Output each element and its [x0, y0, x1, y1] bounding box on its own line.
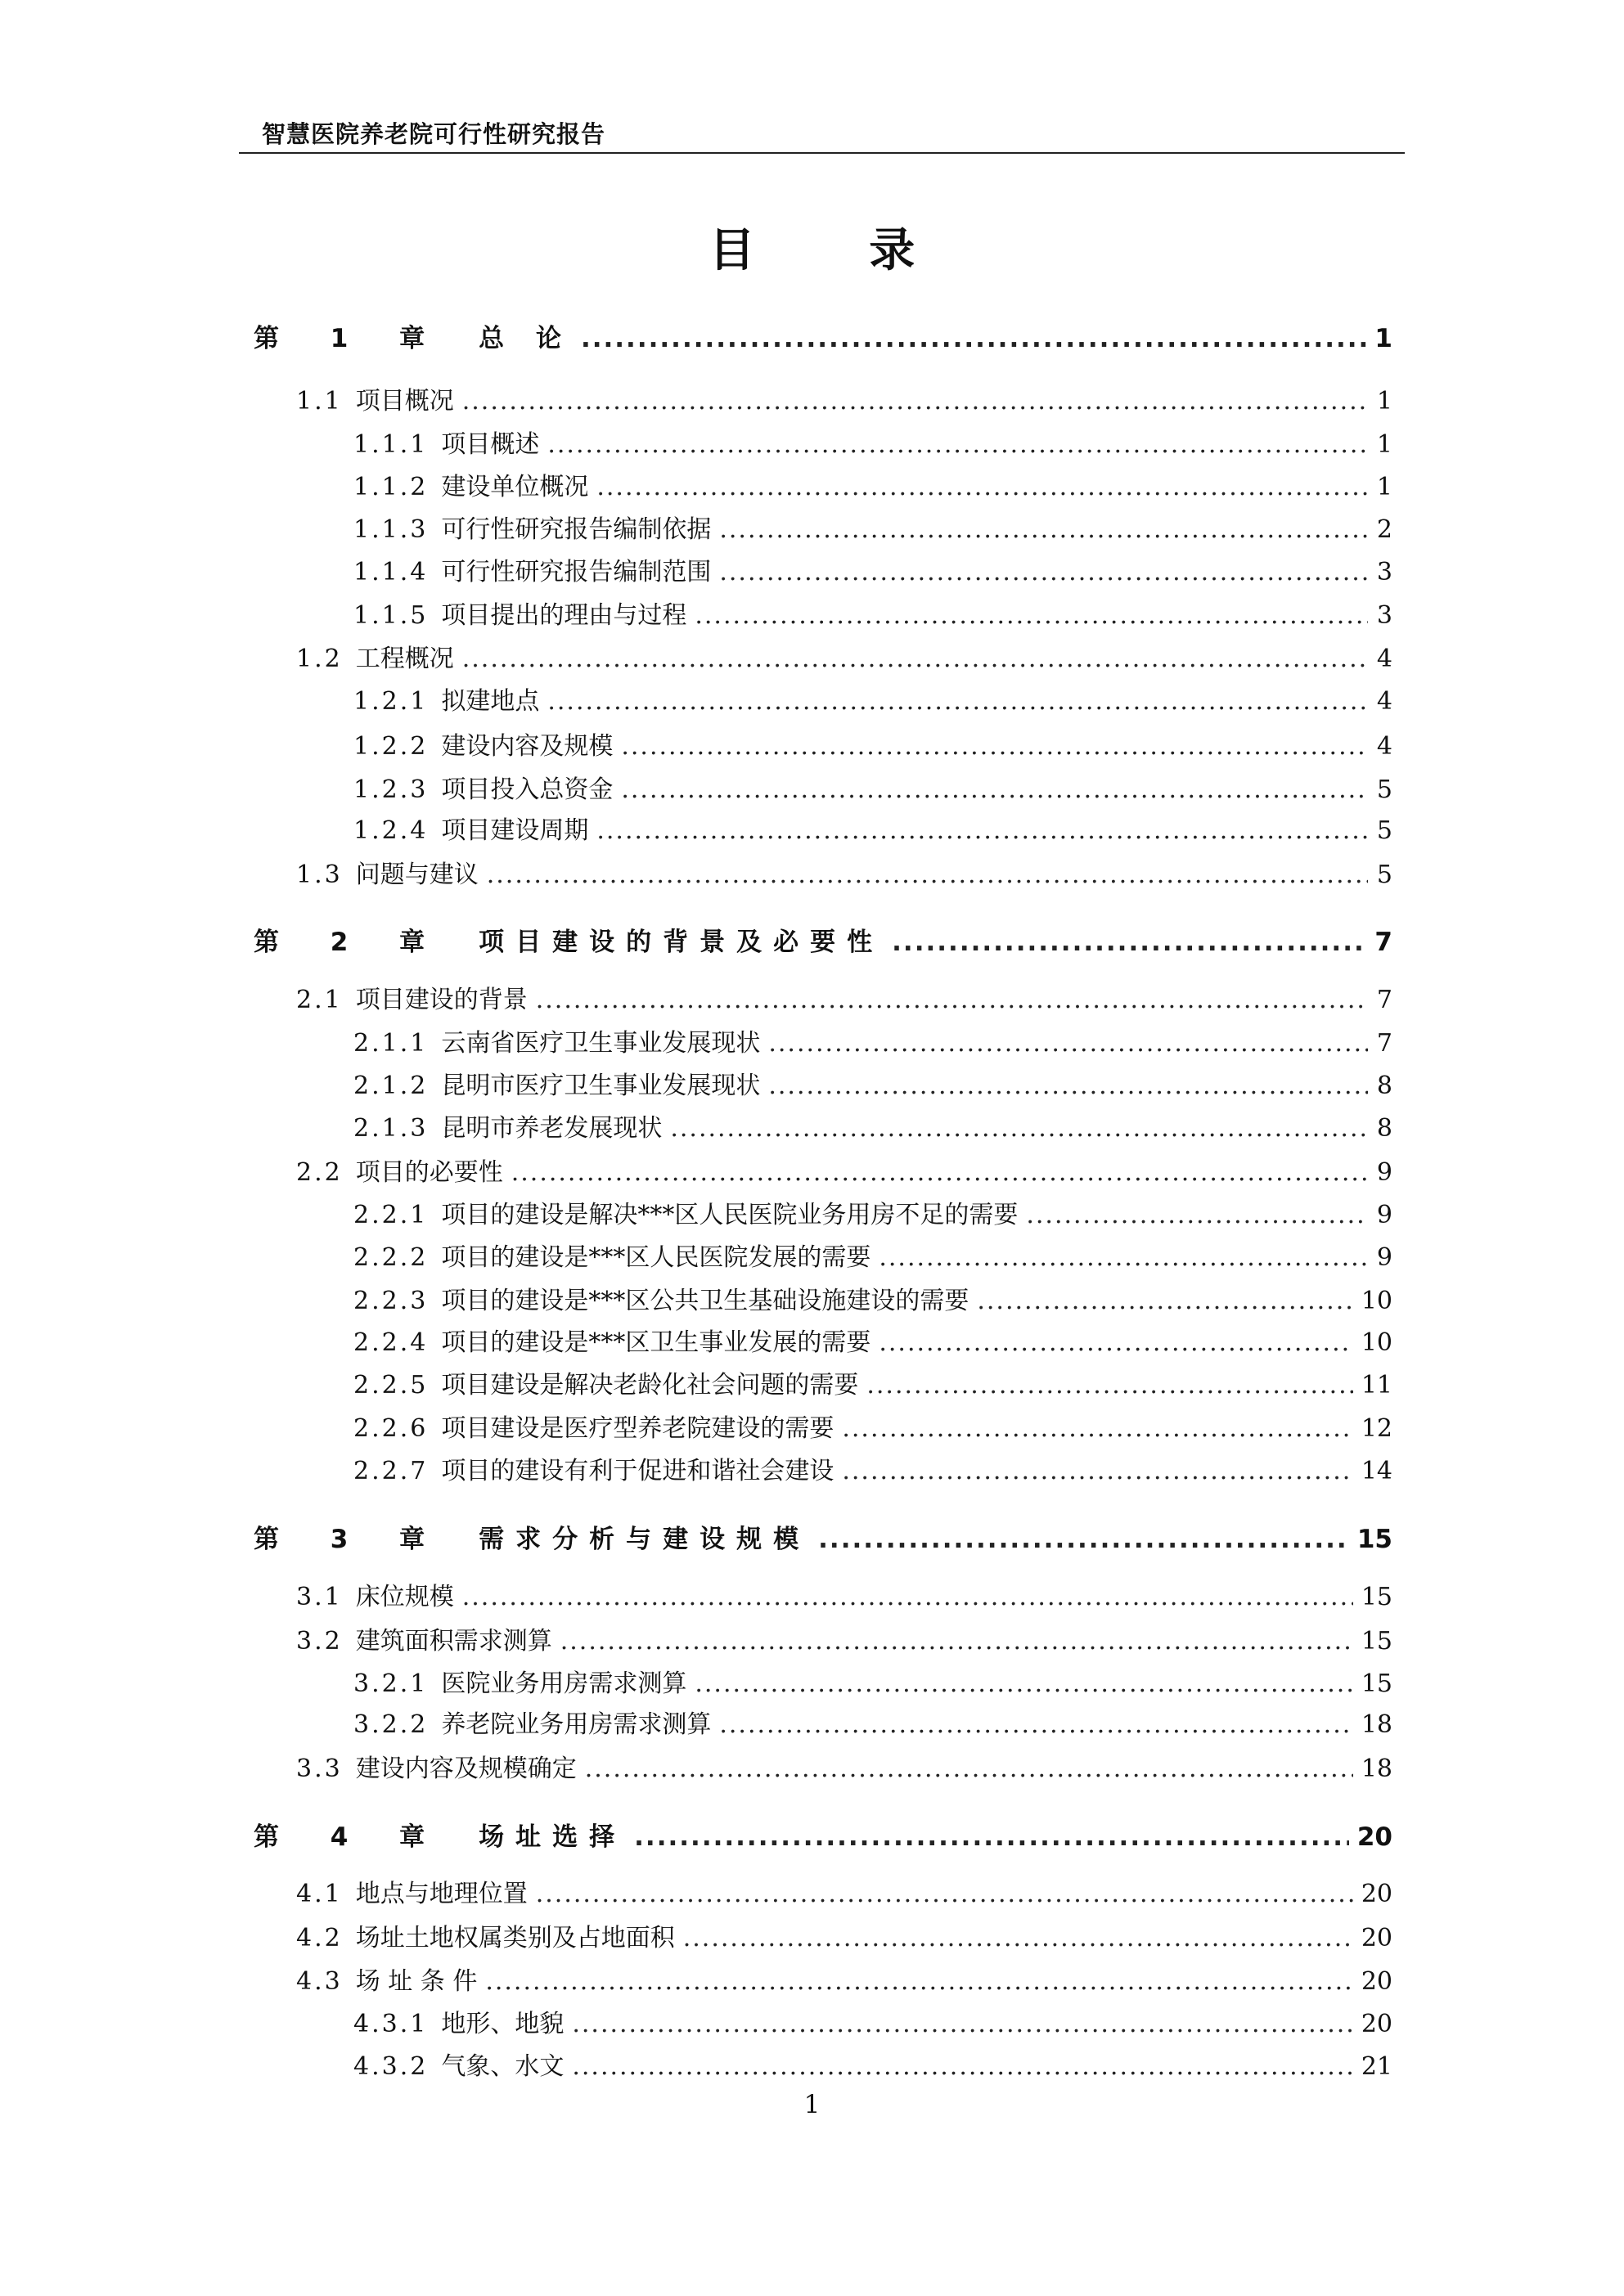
- toc-entry-label: [353, 466, 588, 502]
- toc-dot-leader: [842, 1457, 1352, 1485]
- toc-section-title: 床位规模: [355, 1583, 454, 1611]
- toc-entry-label: [353, 1194, 1018, 1230]
- toc-section-number: 2.2: [296, 1158, 343, 1187]
- toc-page-number: 11: [1361, 1371, 1392, 1400]
- toc-entry-label: [296, 1748, 577, 1784]
- toc-dot-leader: [462, 1583, 1353, 1611]
- toc-entry-label: [353, 1663, 686, 1699]
- page-number: 1: [803, 2090, 821, 2119]
- toc-section-entry[interactable]: [254, 551, 1392, 587]
- toc-section-title: 项目概况: [355, 387, 454, 416]
- toc-dot-leader: [768, 1072, 1368, 1100]
- toc-dot-leader: [719, 1710, 1352, 1739]
- toc-dot-leader: [842, 1414, 1352, 1443]
- toc-entry-label: [353, 1065, 760, 1101]
- toc-section-number: 1.1: [296, 387, 343, 416]
- toc-section-title: 昆明市医疗卫生事业发展现状: [441, 1072, 761, 1100]
- toc-section-entry[interactable]: [254, 1152, 1392, 1188]
- toc-section-entry[interactable]: [254, 1194, 1392, 1230]
- toc-section-number: 1.1.2: [353, 473, 429, 501]
- toc-section-entry[interactable]: [254, 769, 1392, 805]
- toc-dot-leader: [879, 1243, 1368, 1272]
- toc-entry-label: [296, 1576, 454, 1612]
- toc-dot-leader: [695, 1669, 1352, 1698]
- toc-entry-label: [353, 1704, 711, 1740]
- toc-dot-leader: [462, 645, 1368, 673]
- running-header-title: 智慧医院养老院可行性研究报告: [262, 120, 606, 148]
- toc-section-number: 4.3: [296, 1967, 343, 1996]
- toc-page-number: 10: [1361, 1328, 1392, 1357]
- toc-section-entry[interactable]: [254, 466, 1392, 502]
- toc-section-title: 医院业务用房需求测算: [441, 1669, 687, 1698]
- toc-section-entry[interactable]: [254, 979, 1392, 1015]
- toc-entry-label: [353, 1237, 870, 1273]
- toc-page-number: 15: [1361, 1627, 1392, 1656]
- toc-section-number: 3.2: [296, 1627, 343, 1656]
- toc-entry-label: [353, 551, 711, 587]
- toc-page-number: 15: [1361, 1583, 1392, 1611]
- toc-dot-leader: [547, 430, 1368, 459]
- toc-section-title: 项目建设是医疗型养老院建设的需要: [441, 1414, 834, 1443]
- toc-section-entry[interactable]: [254, 726, 1392, 762]
- toc-section-title: 昆明市养老发展现状: [441, 1114, 663, 1143]
- toc-section-entry[interactable]: [254, 1322, 1392, 1358]
- toc-page-number: 18: [1361, 1710, 1392, 1739]
- toc-section-entry[interactable]: [254, 1704, 1392, 1740]
- toc-page-number: 7: [1374, 928, 1392, 957]
- toc-section-number: 3.2.1: [353, 1669, 429, 1698]
- toc-page-number: 4: [1376, 732, 1392, 761]
- toc-dot-leader: [560, 1627, 1353, 1656]
- toc-section-entry[interactable]: [254, 854, 1392, 890]
- toc-section-entry[interactable]: [254, 595, 1392, 631]
- toc-dot-leader: [634, 1822, 1349, 1852]
- toc-page-number: 20: [1361, 2010, 1392, 2038]
- toc-section-title: 项目建设的背景: [355, 986, 528, 1014]
- toc-page-number: 3: [1376, 601, 1392, 630]
- toc-section-number: 2.2.1: [353, 1201, 429, 1229]
- toc-entry-label: [353, 1022, 760, 1058]
- toc-section-entry[interactable]: [254, 1408, 1392, 1444]
- running-header: [239, 116, 1405, 154]
- toc-section-number: 1.2.3: [353, 775, 429, 804]
- toc-title: 目 录: [709, 223, 965, 277]
- toc-dot-leader: [536, 986, 1368, 1014]
- toc-section-title: 项目的必要性: [355, 1158, 503, 1187]
- toc-entry-label: [296, 1917, 675, 1953]
- toc-section-entry[interactable]: [254, 380, 1392, 416]
- toc-entry-label: [353, 1322, 870, 1358]
- toc-section-number: 1.2.1: [353, 687, 429, 716]
- toc-entry-label: [296, 979, 528, 1015]
- toc-section-entry[interactable]: [254, 810, 1392, 846]
- toc-section-number: 2.2.4: [353, 1328, 429, 1357]
- toc-page-number: 4: [1376, 687, 1392, 716]
- toc-dot-leader: [866, 1371, 1352, 1400]
- toc-dot-leader: [485, 1967, 1352, 1996]
- toc-section-entry[interactable]: [254, 1576, 1392, 1612]
- toc-entry-label: [353, 1408, 834, 1444]
- toc-section-title: 地点与地理位置: [355, 1880, 528, 1908]
- toc-entry-label: [296, 1873, 528, 1909]
- toc-section-number: 1.1.5: [353, 601, 429, 630]
- toc-page-number: 9: [1376, 1243, 1392, 1272]
- toc-section-number: 1.2: [296, 645, 343, 673]
- toc-chapter-title: 需求分析与建设规模: [479, 1525, 811, 1554]
- toc-section-number: 2.1: [296, 986, 343, 1014]
- toc-dot-leader: [536, 1880, 1353, 1908]
- toc-section-title: 养老院业务用房需求测算: [441, 1710, 712, 1739]
- toc-section-title: 拟建地点: [441, 687, 540, 716]
- toc-section-title: 可行性研究报告编制依据: [441, 515, 712, 544]
- toc-entry-label: [353, 595, 686, 631]
- toc-page-number: 1: [1376, 387, 1392, 416]
- toc-section-entry[interactable]: [254, 1450, 1392, 1486]
- toc-entry-label: [254, 921, 884, 958]
- toc-section-title: 问题与建议: [355, 860, 479, 889]
- toc-entry-label: [353, 769, 613, 805]
- toc-section-entry[interactable]: [254, 1873, 1392, 1909]
- toc-entry-label: [296, 638, 454, 674]
- toc-dot-leader: [621, 775, 1368, 804]
- toc-section-entry[interactable]: [254, 1280, 1392, 1316]
- toc-section-entry[interactable]: [254, 1620, 1392, 1656]
- toc-section-entry[interactable]: [254, 1364, 1392, 1400]
- toc-section-title: 项目投入总资金: [441, 775, 614, 804]
- toc-dot-leader: [547, 687, 1368, 716]
- toc-section-entry[interactable]: [254, 681, 1392, 717]
- toc-section-title: 项目的建设是***区公共卫生基础设施建设的需要: [441, 1287, 969, 1315]
- toc-section-title: 可行性研究报告编制范围: [441, 558, 712, 586]
- toc-chapter-entry[interactable]: [254, 1816, 1392, 1853]
- toc-dot-leader: [621, 732, 1368, 761]
- toc-entry-label: [353, 681, 539, 717]
- toc-section-entry[interactable]: [254, 2003, 1392, 2039]
- toc-page-number: 7: [1376, 986, 1392, 1014]
- toc-section-number: 3.3: [296, 1755, 343, 1783]
- toc-section-number: 4.3.1: [353, 2010, 429, 2038]
- toc-entry-label: [296, 380, 454, 416]
- toc-page-number: 18: [1361, 1755, 1392, 1783]
- toc-page-number: 5: [1376, 775, 1392, 804]
- toc-entry-label: [353, 1108, 662, 1144]
- toc-section-entry[interactable]: [254, 424, 1392, 460]
- toc-entry-label: [353, 509, 711, 545]
- toc-dot-leader: [719, 515, 1368, 544]
- toc-section-number: 2.1.1: [353, 1029, 429, 1058]
- toc-section-entry[interactable]: [254, 2046, 1392, 2082]
- toc-section-entry[interactable]: [254, 1961, 1392, 1997]
- toc-page-number: 2: [1376, 515, 1392, 544]
- toc-section-number: 4.3.2: [353, 2052, 429, 2081]
- toc-section-title: 建筑面积需求测算: [355, 1627, 552, 1656]
- toc-section-number: 4.2: [296, 1924, 343, 1952]
- toc-page-number: 1: [1374, 324, 1392, 353]
- toc-page-number: 20: [1361, 1880, 1392, 1908]
- toc-section-entry[interactable]: [254, 509, 1392, 545]
- toc-chapter-entry[interactable]: [254, 1518, 1392, 1555]
- toc-dot-leader: [596, 816, 1368, 845]
- toc-entry-label: [353, 1280, 969, 1316]
- toc-dot-leader: [879, 1328, 1352, 1357]
- toc-entry-label: [353, 2003, 564, 2039]
- toc-chapter-number: 第 2 章: [254, 928, 447, 957]
- toc-dot-leader: [487, 860, 1368, 889]
- toc-section-title: 场 址 条 件: [355, 1967, 478, 1996]
- toc-page-number: 7: [1376, 1029, 1392, 1058]
- toc-page-number: 14: [1361, 1457, 1392, 1485]
- toc-dot-leader: [572, 2052, 1352, 2081]
- toc-entry-label: [254, 1816, 626, 1853]
- toc-section-entry[interactable]: [254, 1663, 1392, 1699]
- toc-page-number: 4: [1376, 645, 1392, 673]
- toc-entry-label: [254, 317, 573, 354]
- toc-chapter-entry[interactable]: [254, 317, 1392, 354]
- toc-page-number: 21: [1361, 2052, 1392, 2081]
- toc-dot-leader: [511, 1158, 1368, 1187]
- toc-dot-leader: [572, 2010, 1352, 2038]
- toc-section-title: 项目的建设是***区人民医院发展的需要: [441, 1243, 871, 1272]
- toc-entry-label: [353, 810, 588, 846]
- toc-chapter-number: 第 1 章: [254, 324, 447, 353]
- toc-dot-leader: [695, 601, 1368, 630]
- toc-page-number: 8: [1376, 1114, 1392, 1143]
- toc-chapter-title: 总 论: [479, 324, 573, 353]
- toc-chapter-number: 第 4 章: [254, 1822, 447, 1852]
- toc-dot-leader: [585, 1755, 1353, 1783]
- toc-chapter-title: 项目建设的背景及必要性: [479, 928, 884, 957]
- toc-section-entry[interactable]: [254, 638, 1392, 674]
- toc-section-number: 1.1.4: [353, 558, 429, 586]
- toc-page-number: 20: [1361, 1924, 1392, 1952]
- toc-section-entry[interactable]: [254, 1108, 1392, 1144]
- toc-page-number: 9: [1376, 1201, 1392, 1229]
- toc-section-entry[interactable]: [254, 1022, 1392, 1058]
- toc-chapter-number: 第 3 章: [254, 1525, 447, 1554]
- toc-section-title: 项目的建设是解决***区人民医院业务用房不足的需要: [441, 1201, 1019, 1229]
- toc-section-title: 云南省医疗卫生事业发展现状: [441, 1029, 761, 1058]
- toc-section-title: 地形、地貌: [441, 2010, 565, 2038]
- toc-section-number: 3.2.2: [353, 1710, 429, 1739]
- toc-section-number: 2.2.3: [353, 1287, 429, 1315]
- toc-page-number: 20: [1356, 1822, 1392, 1852]
- toc-entry-label: [353, 726, 613, 762]
- toc-entry-label: [353, 1364, 858, 1400]
- toc-dot-leader: [683, 1924, 1353, 1952]
- toc-section-number: 2.2.5: [353, 1371, 429, 1400]
- toc-section-number: 2.2.6: [353, 1414, 429, 1443]
- toc-section-number: 1.2.4: [353, 816, 429, 845]
- toc-dot-leader: [818, 1525, 1349, 1554]
- toc-dot-leader: [670, 1114, 1368, 1143]
- toc-page-number: 20: [1361, 1967, 1392, 1996]
- toc-page-number: 10: [1361, 1287, 1392, 1315]
- toc-dot-leader: [1026, 1201, 1368, 1229]
- toc-entry-label: [296, 1152, 503, 1188]
- toc-dot-leader: [719, 558, 1368, 586]
- toc-section-number: 1.1.3: [353, 515, 429, 544]
- toc-dot-leader: [596, 473, 1368, 501]
- toc-section-number: 2.1.2: [353, 1072, 429, 1100]
- toc-page-number: 15: [1361, 1669, 1392, 1698]
- toc-section-entry[interactable]: [254, 1065, 1392, 1101]
- toc-chapter-title: 场址选择: [479, 1822, 627, 1852]
- toc-section-title: 项目的建设是***区卫生事业发展的需要: [441, 1328, 871, 1357]
- toc-page-number: 9: [1376, 1158, 1392, 1187]
- toc-entry-label: [353, 2046, 564, 2082]
- toc-entry-label: [254, 1518, 810, 1555]
- toc-section-title: 气象、水文: [441, 2052, 565, 2081]
- toc-section-number: 1.1.1: [353, 430, 429, 459]
- toc-section-title: 项目建设是解决老龄化社会问题的需要: [441, 1371, 859, 1400]
- toc-entry-label: [296, 1620, 552, 1656]
- toc-section-title: 建设单位概况: [441, 473, 589, 501]
- toc-section-number: 2.2.2: [353, 1243, 429, 1272]
- toc-page-number: 3: [1376, 558, 1392, 586]
- toc-entry-label: [353, 1450, 834, 1486]
- toc-section-number: 1.3: [296, 860, 343, 889]
- toc-section-number: 2.2.7: [353, 1457, 429, 1485]
- toc-page-number: 8: [1376, 1072, 1392, 1100]
- toc-section-title: 项目的建设有利于促进和谐社会建设: [441, 1457, 834, 1485]
- toc-section-number: 4.1: [296, 1880, 343, 1908]
- toc-section-title: 项目概述: [441, 430, 540, 459]
- toc-chapter-entry[interactable]: [254, 921, 1392, 958]
- toc-page-number: 1: [1376, 473, 1392, 501]
- toc-dot-leader: [581, 324, 1366, 353]
- toc-dot-leader: [462, 387, 1368, 416]
- toc-section-title: 项目提出的理由与过程: [441, 601, 687, 630]
- toc-section-number: 2.1.3: [353, 1114, 429, 1143]
- toc-section-title: 工程概况: [355, 645, 454, 673]
- toc-section-entry[interactable]: [254, 1917, 1392, 1953]
- toc-page-number: 1: [1376, 430, 1392, 459]
- toc-entry-label: [296, 854, 479, 890]
- toc-page-number: 5: [1376, 860, 1392, 889]
- toc-dot-leader: [892, 928, 1366, 957]
- toc-section-title: 建设内容及规模确定: [355, 1755, 577, 1783]
- toc-page-number: 12: [1361, 1414, 1392, 1443]
- toc-section-number: 1.2.2: [353, 732, 429, 761]
- toc-section-number: 3.1: [296, 1583, 343, 1611]
- toc-section-title: 项目建设周期: [441, 816, 589, 845]
- toc-entry-label: [353, 424, 539, 460]
- toc-section-title: 建设内容及规模: [441, 732, 614, 761]
- toc-section-entry[interactable]: [254, 1748, 1392, 1784]
- toc-dot-leader: [768, 1029, 1368, 1058]
- toc-page-number: 5: [1376, 816, 1392, 845]
- toc-page-number: 15: [1356, 1525, 1392, 1554]
- toc-section-title: 场址土地权属类别及占地面积: [355, 1924, 675, 1952]
- toc-section-entry[interactable]: [254, 1237, 1392, 1273]
- toc-entry-label: [296, 1961, 477, 1997]
- toc-dot-leader: [977, 1287, 1352, 1315]
